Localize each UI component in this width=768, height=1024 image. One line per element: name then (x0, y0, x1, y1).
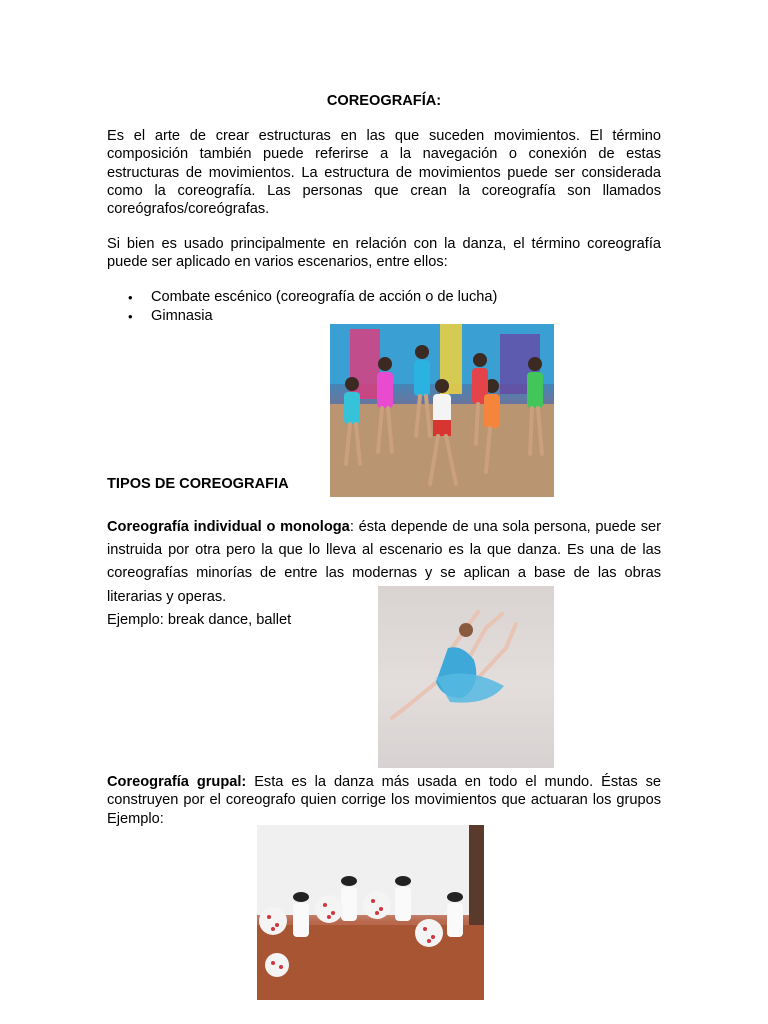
document-title: COREOGRAFÍA: (326, 93, 442, 109)
paragraph-definition: Es el arte de crear estructuras en las que suceden movimientos. El término composición también puede referirse a la navegación o conexión de estas estructuras de movimientos. La estructura de movimientos puede ser considerada como la coreografía. Las personas que crean la coreografía son llamados coreógrafos/coreógrafas. (107, 128, 661, 218)
individual-text: : ésta depende de una sola persona, puede ser instruida por otra pero la que lo lleva al escenario es la que danza. Es una de las coreografías minorías de entre las modernas y se aplican a base de las obras literarias y operas. (107, 519, 661, 605)
bullet-item: • Gimnasia (128, 307, 497, 326)
individual-example: Ejemplo: break dance, ballet (107, 612, 292, 628)
paragraph-grupal (107, 773, 661, 828)
group-stage-dancers-photo (330, 324, 554, 497)
stage-illustration (330, 324, 554, 497)
folk-dance-group-photo (257, 825, 484, 1000)
ballet-illustration (378, 586, 554, 768)
paragraph-usage: Si bien es usado principalmente en relación con la danza, el término coreografía puede ser aplicado en varios escenarios, entre ellos: (107, 236, 661, 271)
bullet-list (128, 288, 497, 326)
section-heading-tipos: TIPOS DE COREOGRAFIA (107, 476, 289, 492)
ballet-dancer-leap-photo (378, 586, 554, 768)
individual-label: Coreografía individual o monologa (107, 519, 350, 535)
grupal-text: Esta es la danza más usada en todo el mundo. Éstas se construyen por el coreografo quien corrige los movimientos que actuaran los grupos Ejemplo: (107, 774, 661, 827)
folk-dance-illustration (257, 825, 484, 1000)
bullet-item: • Combate escénico (coreografía de acción o de lucha) (128, 288, 497, 307)
grupal-label: Coreografía grupal: (107, 774, 247, 790)
